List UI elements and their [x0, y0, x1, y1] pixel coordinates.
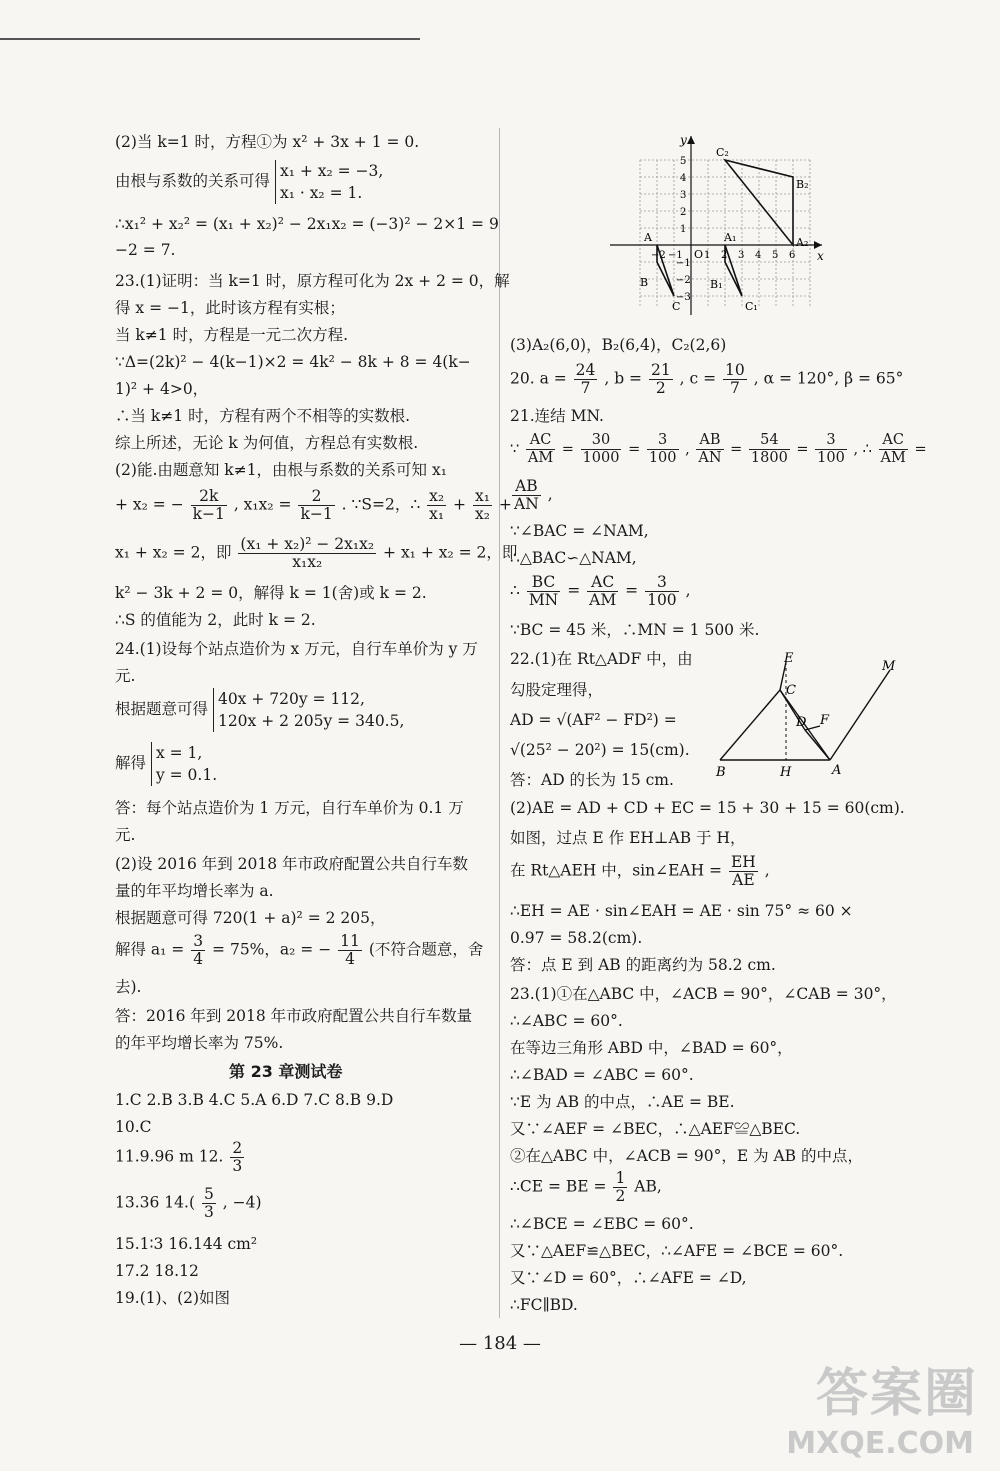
- text-line: 元.: [115, 667, 136, 685]
- numerator: 30: [581, 432, 622, 450]
- denominator: x₁x₂: [292, 553, 323, 571]
- watermark-url: MXQE.COM: [786, 1426, 974, 1461]
- fraction: [527, 574, 560, 609]
- equation-system: [115, 688, 404, 732]
- denominator: AN: [698, 450, 722, 466]
- eq: 40x + 720y = 112,: [213, 688, 404, 710]
- top-rule: [0, 38, 420, 40]
- denominator: 100: [647, 591, 677, 609]
- formula-line: [510, 432, 927, 467]
- text-line: 24.(1)设每个站点造价为 x 万元，自行车单价为 y 万: [115, 640, 478, 658]
- tick: −1: [676, 258, 691, 269]
- text-line: ∵BC = 45 米，∴MN = 1 500 米.: [510, 621, 760, 639]
- denominator: k−1: [192, 505, 225, 523]
- label-h: H: [780, 765, 792, 780]
- text-line: (2)当 k=1 时，方程①为 x² + 3x + 1 = 0.: [115, 133, 420, 151]
- text: =: [730, 441, 743, 458]
- text: 根据题意可得: [115, 700, 209, 718]
- text: =: [914, 441, 927, 458]
- answer-line: [115, 1140, 246, 1175]
- numerator: 2: [298, 488, 334, 506]
- formula-line: [510, 478, 553, 513]
- tick: 1: [680, 224, 687, 235]
- text-line: 23.(1)证明：当 k=1 时，原方程可化为 2x + 2 = 0，解: [115, 272, 510, 290]
- tick: 1: [704, 250, 711, 261]
- text-line: 23.(1)①在△ABC 中，∠ACB = 90°，∠CAB = 30°，: [510, 985, 897, 1003]
- text: , c =: [679, 369, 717, 388]
- denominator: AM: [527, 450, 554, 466]
- fraction: [574, 362, 598, 397]
- fraction: [238, 536, 376, 571]
- y-axis-label: y: [680, 133, 687, 147]
- formula-line: [115, 488, 512, 523]
- denominator: AM: [589, 591, 617, 609]
- segment-da: [805, 730, 830, 760]
- equation-system: [115, 742, 217, 786]
- text: 13.36 14.(: [115, 1193, 195, 1212]
- text: 解得: [115, 754, 147, 772]
- text-line: 0.97 = 58.2(cm).: [510, 929, 643, 947]
- numerator: BC: [527, 574, 560, 592]
- numerator: 3: [193, 932, 204, 950]
- numerator: x₂: [429, 487, 445, 505]
- text-line: 答：每个站点造价为 1 万元，自行车单价为 0.1 万: [115, 799, 464, 817]
- label-a1: A₁: [724, 231, 737, 244]
- tick: 2: [680, 207, 687, 218]
- denominator: AE: [732, 871, 755, 889]
- numerator: 54: [749, 432, 790, 450]
- numerator: 3: [815, 432, 847, 450]
- coordinate-graph: [600, 130, 840, 320]
- brace: [213, 688, 404, 732]
- text-line: 根据题意可得 720(1 + a)² = 2 205，: [115, 909, 386, 927]
- page-number: — 184 —: [459, 1333, 541, 1354]
- fraction: [338, 933, 362, 968]
- tick: 5: [772, 250, 779, 261]
- text-line: 量的年平均增长率为 a.: [115, 882, 274, 900]
- text-line: 答：点 E 到 AB 的距离约为 58.2 cm.: [510, 956, 776, 974]
- text: . ∵S=2，∴: [341, 495, 421, 514]
- fraction: [723, 362, 747, 397]
- y-axis-arrow: [687, 136, 695, 144]
- numerator: EH: [730, 853, 756, 871]
- text: (不符合题意，舍: [368, 940, 484, 959]
- fraction: [512, 478, 541, 513]
- formula-line: [510, 362, 903, 397]
- fraction: [191, 488, 227, 523]
- eq: x₁ · x₂ = 1.: [275, 182, 383, 204]
- text-line: ∴∠BCE = ∠EBC = 60°.: [510, 1215, 694, 1233]
- label-c: C: [672, 300, 681, 313]
- numerator: AC: [526, 432, 555, 450]
- text-line: 如图，过点 E 作 EH⊥AB 于 H，: [510, 829, 746, 847]
- tick: −2: [676, 275, 691, 286]
- text-line: ∴△BAC∽△NAM,: [510, 549, 637, 567]
- fraction: [191, 933, 205, 968]
- text-line: (2)能.由题意知 k≠1，由根与系数的关系可知 x₁: [115, 461, 447, 479]
- text-line: 得 x = −1，此时该方程有实根；: [115, 299, 345, 317]
- text: =: [625, 581, 639, 600]
- tick: −3: [676, 292, 691, 303]
- denominator: 7: [580, 379, 591, 397]
- text: 11.9.96 m 12.: [115, 1147, 224, 1166]
- label-b: B: [640, 276, 649, 289]
- numerator: AB: [696, 432, 723, 450]
- tick: −1: [668, 250, 683, 261]
- text-line: ∴EH = AE · sin∠EAH = AE · sin 75° ≈ 60 ×: [510, 902, 853, 920]
- numerator: 3: [645, 574, 679, 592]
- label-b: B: [716, 765, 726, 780]
- watermark-title: 答案圈: [815, 1364, 978, 1424]
- text-line: (2)AE = AD + CD + EC = 15 + 30 + 15 = 60(cm).: [510, 799, 905, 817]
- x-tick-labels: [651, 250, 795, 261]
- segment-am: [830, 670, 890, 760]
- brace: [151, 742, 217, 786]
- formula-line: [115, 536, 517, 571]
- text-line: (2)设 2016 年到 2018 年市政府配置公共自行车数: [115, 855, 469, 873]
- text-line: ∴当 k≠1 时，方程有两个不相等的实数根.: [115, 407, 411, 425]
- text: =: [796, 441, 809, 458]
- numerator: 1: [615, 1169, 626, 1187]
- eq: y = 0.1.: [151, 764, 217, 786]
- fraction: [749, 432, 790, 467]
- text-line: 又∵∠D = 60°，∴∠AFE = ∠D,: [510, 1269, 747, 1287]
- numerator: 3: [647, 432, 679, 450]
- text: x₁ + x₂ = 2，即: [115, 543, 232, 562]
- text: , ∴: [853, 441, 872, 458]
- text: 由根与系数的关系可得: [115, 172, 271, 190]
- denominator: 4: [345, 950, 355, 968]
- denominator: x₂: [474, 505, 490, 523]
- text-line: √(25² − 20²) = 15(cm).: [510, 741, 690, 759]
- tick: 3: [738, 250, 745, 261]
- label-m: M: [882, 659, 896, 674]
- fraction: [473, 488, 492, 523]
- tick: 5: [680, 156, 687, 167]
- text-line: ∴FC∥BD.: [510, 1296, 578, 1314]
- denominator: 100: [817, 450, 845, 466]
- numerator: 10: [725, 361, 745, 379]
- numerator: 24: [575, 361, 596, 379]
- text: , α = 120°, β = 65°: [753, 369, 904, 388]
- y-tick-labels: [676, 156, 691, 303]
- numerator: 21: [650, 361, 671, 379]
- text: =: [628, 441, 641, 458]
- fraction: [587, 574, 618, 609]
- text: = 75%，a₂ = −: [212, 940, 332, 959]
- eq: x₁ + x₂ = −3,: [275, 160, 383, 182]
- numerator: AB: [512, 478, 541, 496]
- denominator: k−1: [300, 505, 333, 523]
- text-line: ∴∠BAD = ∠ABC = 60°.: [510, 1066, 694, 1084]
- text-line: 21.连结 MN.: [510, 407, 604, 425]
- formula-line: [510, 1170, 662, 1205]
- numerator: x₁: [474, 487, 490, 505]
- text-line: ∵E 为 AB 的中点，∴AE = BE.: [510, 1093, 735, 1111]
- denominator: 4: [193, 950, 204, 968]
- fraction: [427, 488, 446, 523]
- answer-line: 17.2 18.12: [115, 1262, 199, 1280]
- x-axis-label: x: [817, 249, 824, 263]
- tick: 4: [755, 250, 762, 261]
- label-c: C: [786, 683, 796, 698]
- text: ,: [685, 581, 691, 600]
- numerator: 11: [340, 932, 360, 950]
- text-line: AD = √(AF² − FD²) =: [510, 711, 677, 729]
- text-line: 的年平均增长率为 75%.: [115, 1034, 284, 1052]
- text-line: 22.(1)在 Rt△ADF 中，由: [510, 650, 693, 668]
- fraction: [645, 574, 679, 609]
- denominator: 1800: [750, 450, 788, 466]
- denominator: 3: [203, 1203, 214, 1221]
- fraction: [613, 1170, 627, 1205]
- text-line: 在等边三角形 ABD 中，∠BAD = 60°，: [510, 1039, 793, 1057]
- tick: 3: [680, 190, 687, 201]
- text-line: ∴x₁² + x₂² = (x₁ + x₂)² − 2x₁x₂ = (−3)² − 2×1 = 9: [115, 215, 499, 233]
- numerator: AC: [879, 432, 908, 450]
- text: ∴CE = BE =: [510, 1177, 607, 1196]
- text-line: ∵∠BAC = ∠NAM,: [510, 522, 649, 540]
- denominator: 2: [655, 379, 666, 397]
- geometry-figure: [710, 650, 910, 780]
- numerator: AC: [587, 574, 618, 592]
- label-a: A: [644, 231, 652, 244]
- formula-line: [115, 933, 483, 968]
- label-e: E: [784, 651, 794, 666]
- fraction: [649, 362, 673, 397]
- label-b1: B₁: [710, 278, 723, 291]
- watermark: [768, 1351, 978, 1461]
- text-line: ∵Δ=(2k)² − 4(k−1)×2 = 4k² − 8k + 8 = 4(k−: [115, 353, 471, 371]
- text: 解得 a₁ =: [115, 940, 185, 959]
- fraction: [230, 1140, 244, 1175]
- tick: 4: [680, 173, 687, 184]
- text-line: 勾股定理得，: [510, 681, 604, 699]
- tick: 6: [789, 250, 796, 261]
- segment-bc: [720, 690, 780, 760]
- text-line: −2 = 7.: [115, 241, 176, 259]
- denominator: 3: [232, 1157, 243, 1175]
- fraction: [879, 432, 908, 467]
- column-divider: [499, 128, 500, 1318]
- text-line: 元.: [115, 826, 136, 844]
- text: , x₁x₂ =: [233, 495, 292, 514]
- text-line: 综上所述，无论 k 为何值，方程总有实数根.: [115, 434, 419, 452]
- text-line: 又∵△AEF≌△BEC，∴∠AFE = ∠BCE = 60°.: [510, 1242, 844, 1260]
- numerator: 2: [232, 1139, 243, 1157]
- denominator: x₁: [429, 505, 445, 523]
- text-line: ②在△ABC 中，∠ACB = 90°，E 为 AB 的中点，: [510, 1147, 864, 1165]
- label-b2: B₂: [796, 178, 809, 191]
- denominator: MN: [528, 591, 559, 609]
- denominator: AM: [880, 450, 906, 466]
- denominator: 1000: [582, 450, 620, 466]
- eq: x = 1,: [151, 742, 217, 764]
- text: 20. a =: [510, 369, 567, 388]
- text: +: [453, 495, 467, 514]
- text: +: [498, 495, 512, 514]
- numerator: 2k: [191, 488, 227, 506]
- fraction: [581, 432, 622, 467]
- text: ∴: [510, 581, 520, 600]
- label-a2: A₂: [796, 236, 809, 249]
- tick: −2: [651, 250, 666, 261]
- denominator: 100: [648, 450, 677, 466]
- text-line: ∴S 的值能为 2，此时 k = 2.: [115, 611, 316, 629]
- fraction: [729, 854, 758, 889]
- denominator: 2: [615, 1187, 626, 1205]
- label-a: A: [832, 763, 842, 778]
- brace: [275, 160, 383, 204]
- text-line: k² − 3k + 2 = 0，解得 k = 1(舍)或 k = 2.: [115, 584, 427, 602]
- text: ∵: [510, 441, 520, 458]
- fraction: [815, 432, 847, 467]
- text-line: 去).: [115, 978, 142, 996]
- text-line: 又∵∠AEF = ∠BEC，∴△AEF≌△BEC.: [510, 1120, 801, 1138]
- answer-line: [115, 1186, 262, 1221]
- tick: 2: [721, 250, 728, 261]
- eq: 120x + 2 205y = 340.5,: [213, 710, 404, 732]
- label-c1: C₁: [745, 300, 758, 313]
- text: AB,: [634, 1177, 662, 1196]
- numerator: (x₁ + x₂)² − 2x₁x₂: [240, 535, 375, 553]
- x-axis-arrow: [814, 241, 822, 249]
- fraction: [526, 432, 555, 467]
- text: 在 Rt△AEH 中，sin∠EAH =: [510, 861, 723, 880]
- text: , −4): [222, 1193, 262, 1212]
- origin-label: O: [694, 248, 704, 261]
- denominator: AN: [514, 495, 539, 513]
- text: + x₁ + x₂ = 2，即: [383, 543, 518, 562]
- formula-line: [510, 854, 770, 889]
- answer-line: 19.(1)、(2)如图: [115, 1289, 231, 1307]
- text: =: [567, 581, 581, 600]
- section-heading: 第 23 章测试卷: [229, 1062, 343, 1081]
- numerator: 5: [203, 1185, 214, 1203]
- text-line: 答：2016 年到 2018 年市政府配置公共自行车数量: [115, 1007, 473, 1025]
- denominator: 7: [729, 379, 740, 397]
- text: ,: [685, 441, 690, 458]
- label-c2: C₂: [716, 146, 729, 159]
- formula-line: [510, 574, 691, 609]
- fraction: [202, 1186, 216, 1221]
- answer-line: 15.1∶3 16.144 cm²: [115, 1235, 258, 1253]
- answer-line: 10.C: [115, 1118, 152, 1136]
- fraction: [647, 432, 679, 467]
- fraction: [298, 488, 334, 523]
- text-line: (3)A₂(6,0)，B₂(6,4)，C₂(2,6): [510, 336, 727, 354]
- text: , b =: [604, 369, 643, 388]
- text-line: 1)² + 4>0，: [115, 380, 209, 398]
- equation-system: [115, 160, 383, 204]
- text: ,: [764, 861, 770, 880]
- text: + x₂ = −: [115, 495, 184, 514]
- fraction: [696, 432, 723, 467]
- text: =: [561, 441, 574, 458]
- answer-line: 1.C 2.B 3.B 4.C 5.A 6.D 7.C 8.B 9.D: [115, 1091, 394, 1109]
- text-line: ∴∠ABC = 60°.: [510, 1012, 623, 1030]
- text-line: 答：AD 的长为 15 cm.: [510, 771, 674, 789]
- text-line: 当 k≠1 时，方程是一元二次方程.: [115, 326, 349, 344]
- label-f: F: [820, 713, 830, 728]
- text: ,: [547, 485, 553, 504]
- label-d: D: [796, 715, 807, 730]
